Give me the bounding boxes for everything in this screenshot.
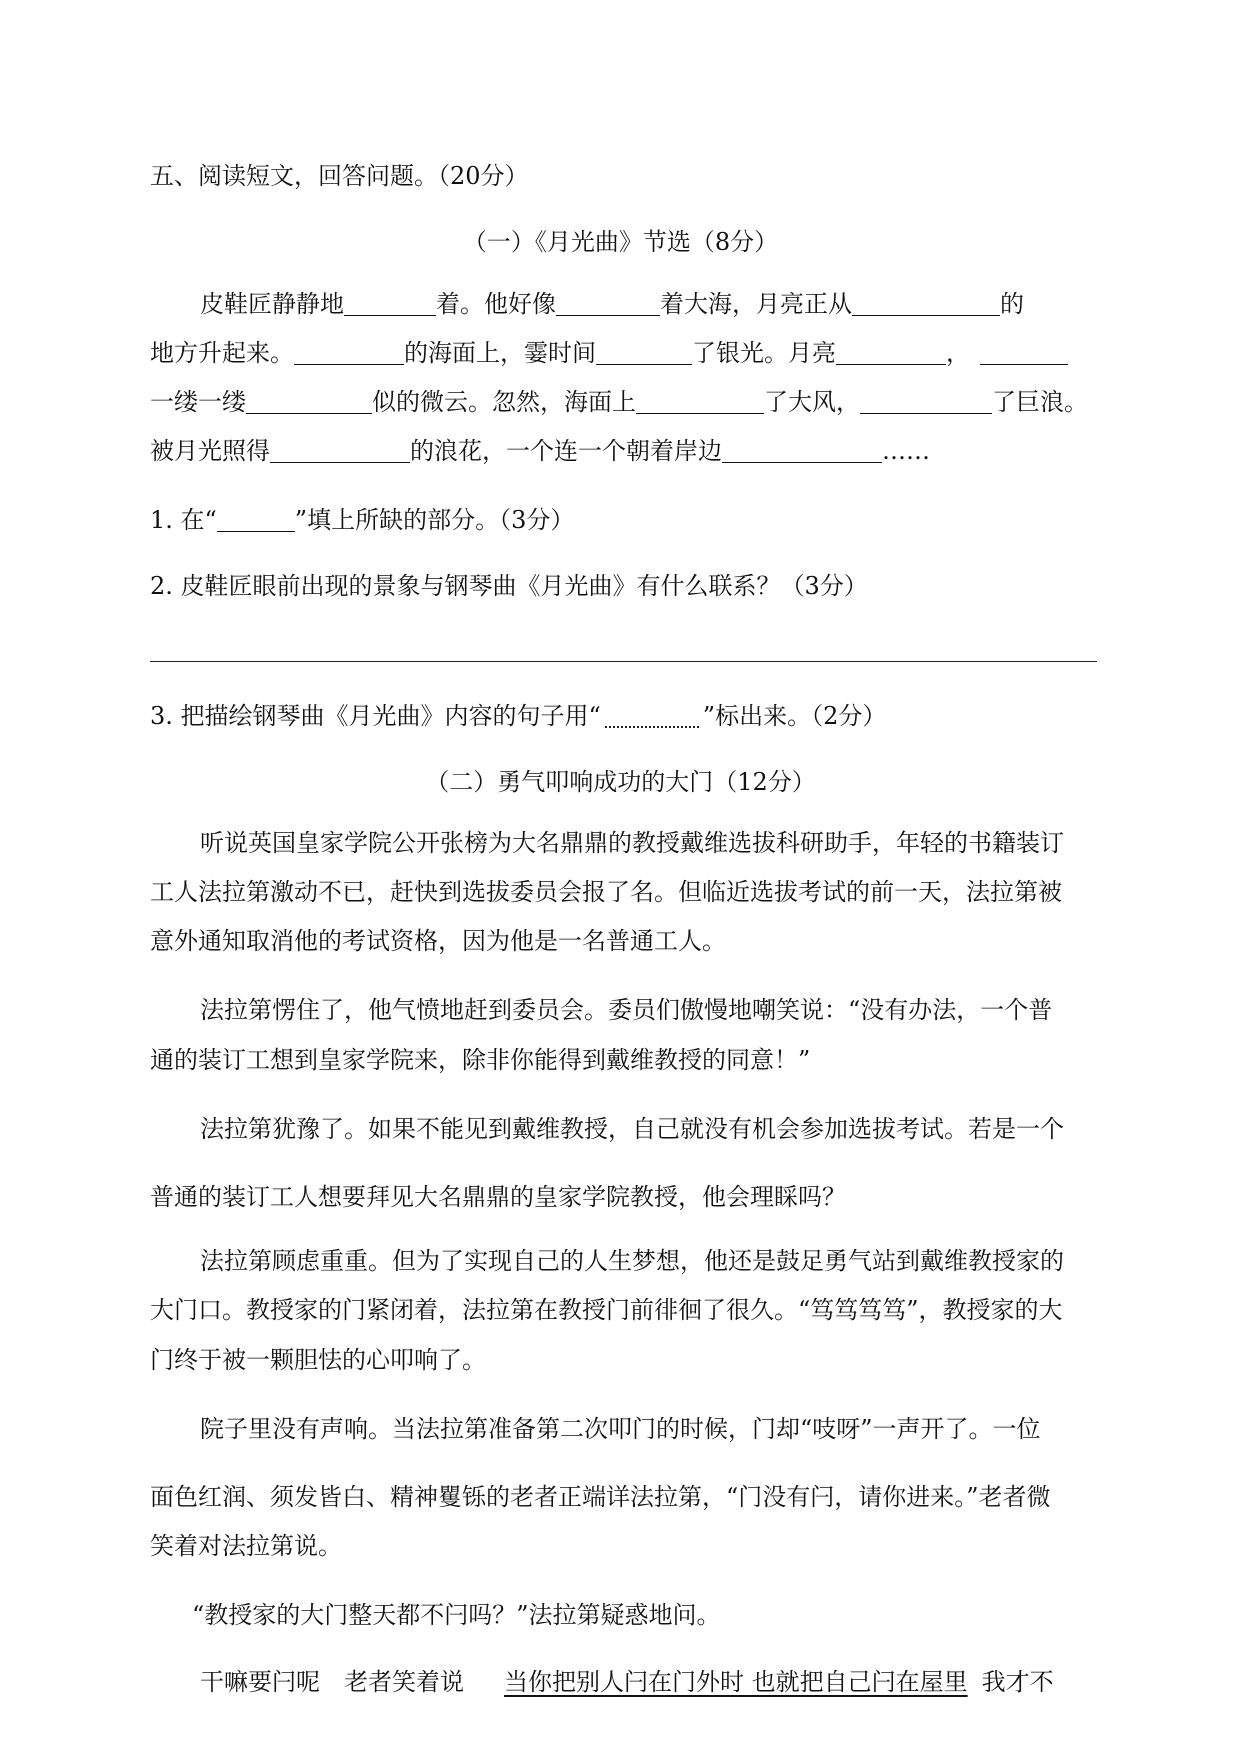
part1-title: （一）《月光曲》节选（8分） — [462, 228, 779, 256]
passage-line-2: 地方升起来。 的海面上，霎时间 了银光。月亮 ， — [150, 337, 1068, 369]
para-line-last: 干嘛要闩呢 老者笑着说 当你把别人闩在门外时 也就把自己闩在屋里 我才不 — [200, 1668, 1054, 1696]
question-3: 3. 把描绘钢琴曲《月光曲》内容的句子用“ ”标出来。（2分） — [150, 702, 887, 730]
para-line: 普通的装订工人想要拜见大名鼎鼎的皇家学院教授，他会理睬吗？ — [150, 1183, 846, 1211]
part2-title: （二）勇气叩响成功的大门（12分） — [425, 768, 816, 796]
fill-blank[interactable] — [556, 289, 660, 316]
fill-blank[interactable] — [860, 387, 992, 414]
passage-line-3: 一缕一缕 似的微云。忽然，海面上 了大风， 了巨浪。 — [150, 388, 1088, 416]
para-line: 面色红润、须发皆白、精神矍铄的老者正端详法拉第，“门没有闩，请你进来。”老者微 — [150, 1483, 1051, 1511]
fill-blank[interactable] — [596, 338, 692, 365]
fill-blank[interactable] — [246, 387, 372, 414]
wavy-underline-mark — [605, 700, 699, 728]
answer-line[interactable] — [150, 661, 1097, 662]
fill-blank[interactable] — [852, 289, 1000, 316]
para-line: 听说英国皇家学院公开张榜为大名鼎鼎的教授戴维选拔科研助手，年轻的书籍装订 — [200, 829, 1064, 857]
section-heading: 五、阅读短文，回答问题。（20分） — [150, 162, 529, 190]
para-line: 意外通知取消他的考试资格，因为他是一名普通工人。 — [150, 927, 726, 955]
para-line: 法拉第愣住了，他气愤地赶到委员会。委员们傲慢地嘲笑说：“没有办法，一个普 — [200, 996, 1053, 1024]
fill-blank[interactable] — [344, 289, 436, 316]
fill-blank[interactable] — [270, 436, 410, 463]
para-line: 笑着对法拉第说。 — [150, 1532, 342, 1560]
passage-line-1: 皮鞋匠静静地 着。他好像 着大海，月亮正从 的 — [200, 290, 1024, 318]
fill-blank[interactable] — [980, 338, 1068, 365]
para-line: 大门口。教授家的门紧闭着，法拉第在教授门前徘徊了很久。“笃笃笃笃”，教授家的大 — [150, 1296, 1063, 1324]
fill-blank[interactable] — [636, 387, 764, 414]
underlined-sentence: 当你把别人闩在门外时 也就把自己闩在屋里 — [504, 1668, 968, 1696]
para-line: 法拉第犹豫了。如果不能见到戴维教授，自己就没有机会参加选拔考试。若是一个 — [200, 1115, 1064, 1143]
question-2: 2. 皮鞋匠眼前出现的景象与钢琴曲《月光曲》有什么联系？（3分） — [150, 572, 868, 600]
fill-blank[interactable] — [294, 338, 404, 365]
para-line: 通的装订工想到皇家学院来，除非你能得到戴维教授的同意！” — [150, 1046, 811, 1074]
fill-blank[interactable] — [722, 436, 882, 463]
para-line: 门终于被一颗胆怯的心叩响了。 — [150, 1346, 486, 1374]
question-1: 1. 在“ ”填上所缺的部分。（3分） — [150, 506, 575, 534]
para-line: 工人法拉第激动不已，赶快到选拔委员会报了名。但临近选拔考试的前一天，法拉第被 — [150, 878, 1062, 906]
example-blank — [217, 505, 295, 532]
para-line: 院子里没有声响。当法拉第准备第二次叩门的时候，门却“吱呀”一声开了。一位 — [200, 1415, 1041, 1443]
para-line: “教授家的大门整天都不闩吗？”法拉第疑惑地问。 — [192, 1601, 721, 1629]
passage-line-4: 被月光照得 的浪花，一个连一个朝着岸边 …… — [150, 437, 930, 465]
fill-blank[interactable] — [836, 338, 946, 365]
para-line: 法拉第顾虑重重。但为了实现自己的人生梦想，他还是鼓足勇气站到戴维教授家的 — [200, 1247, 1064, 1275]
